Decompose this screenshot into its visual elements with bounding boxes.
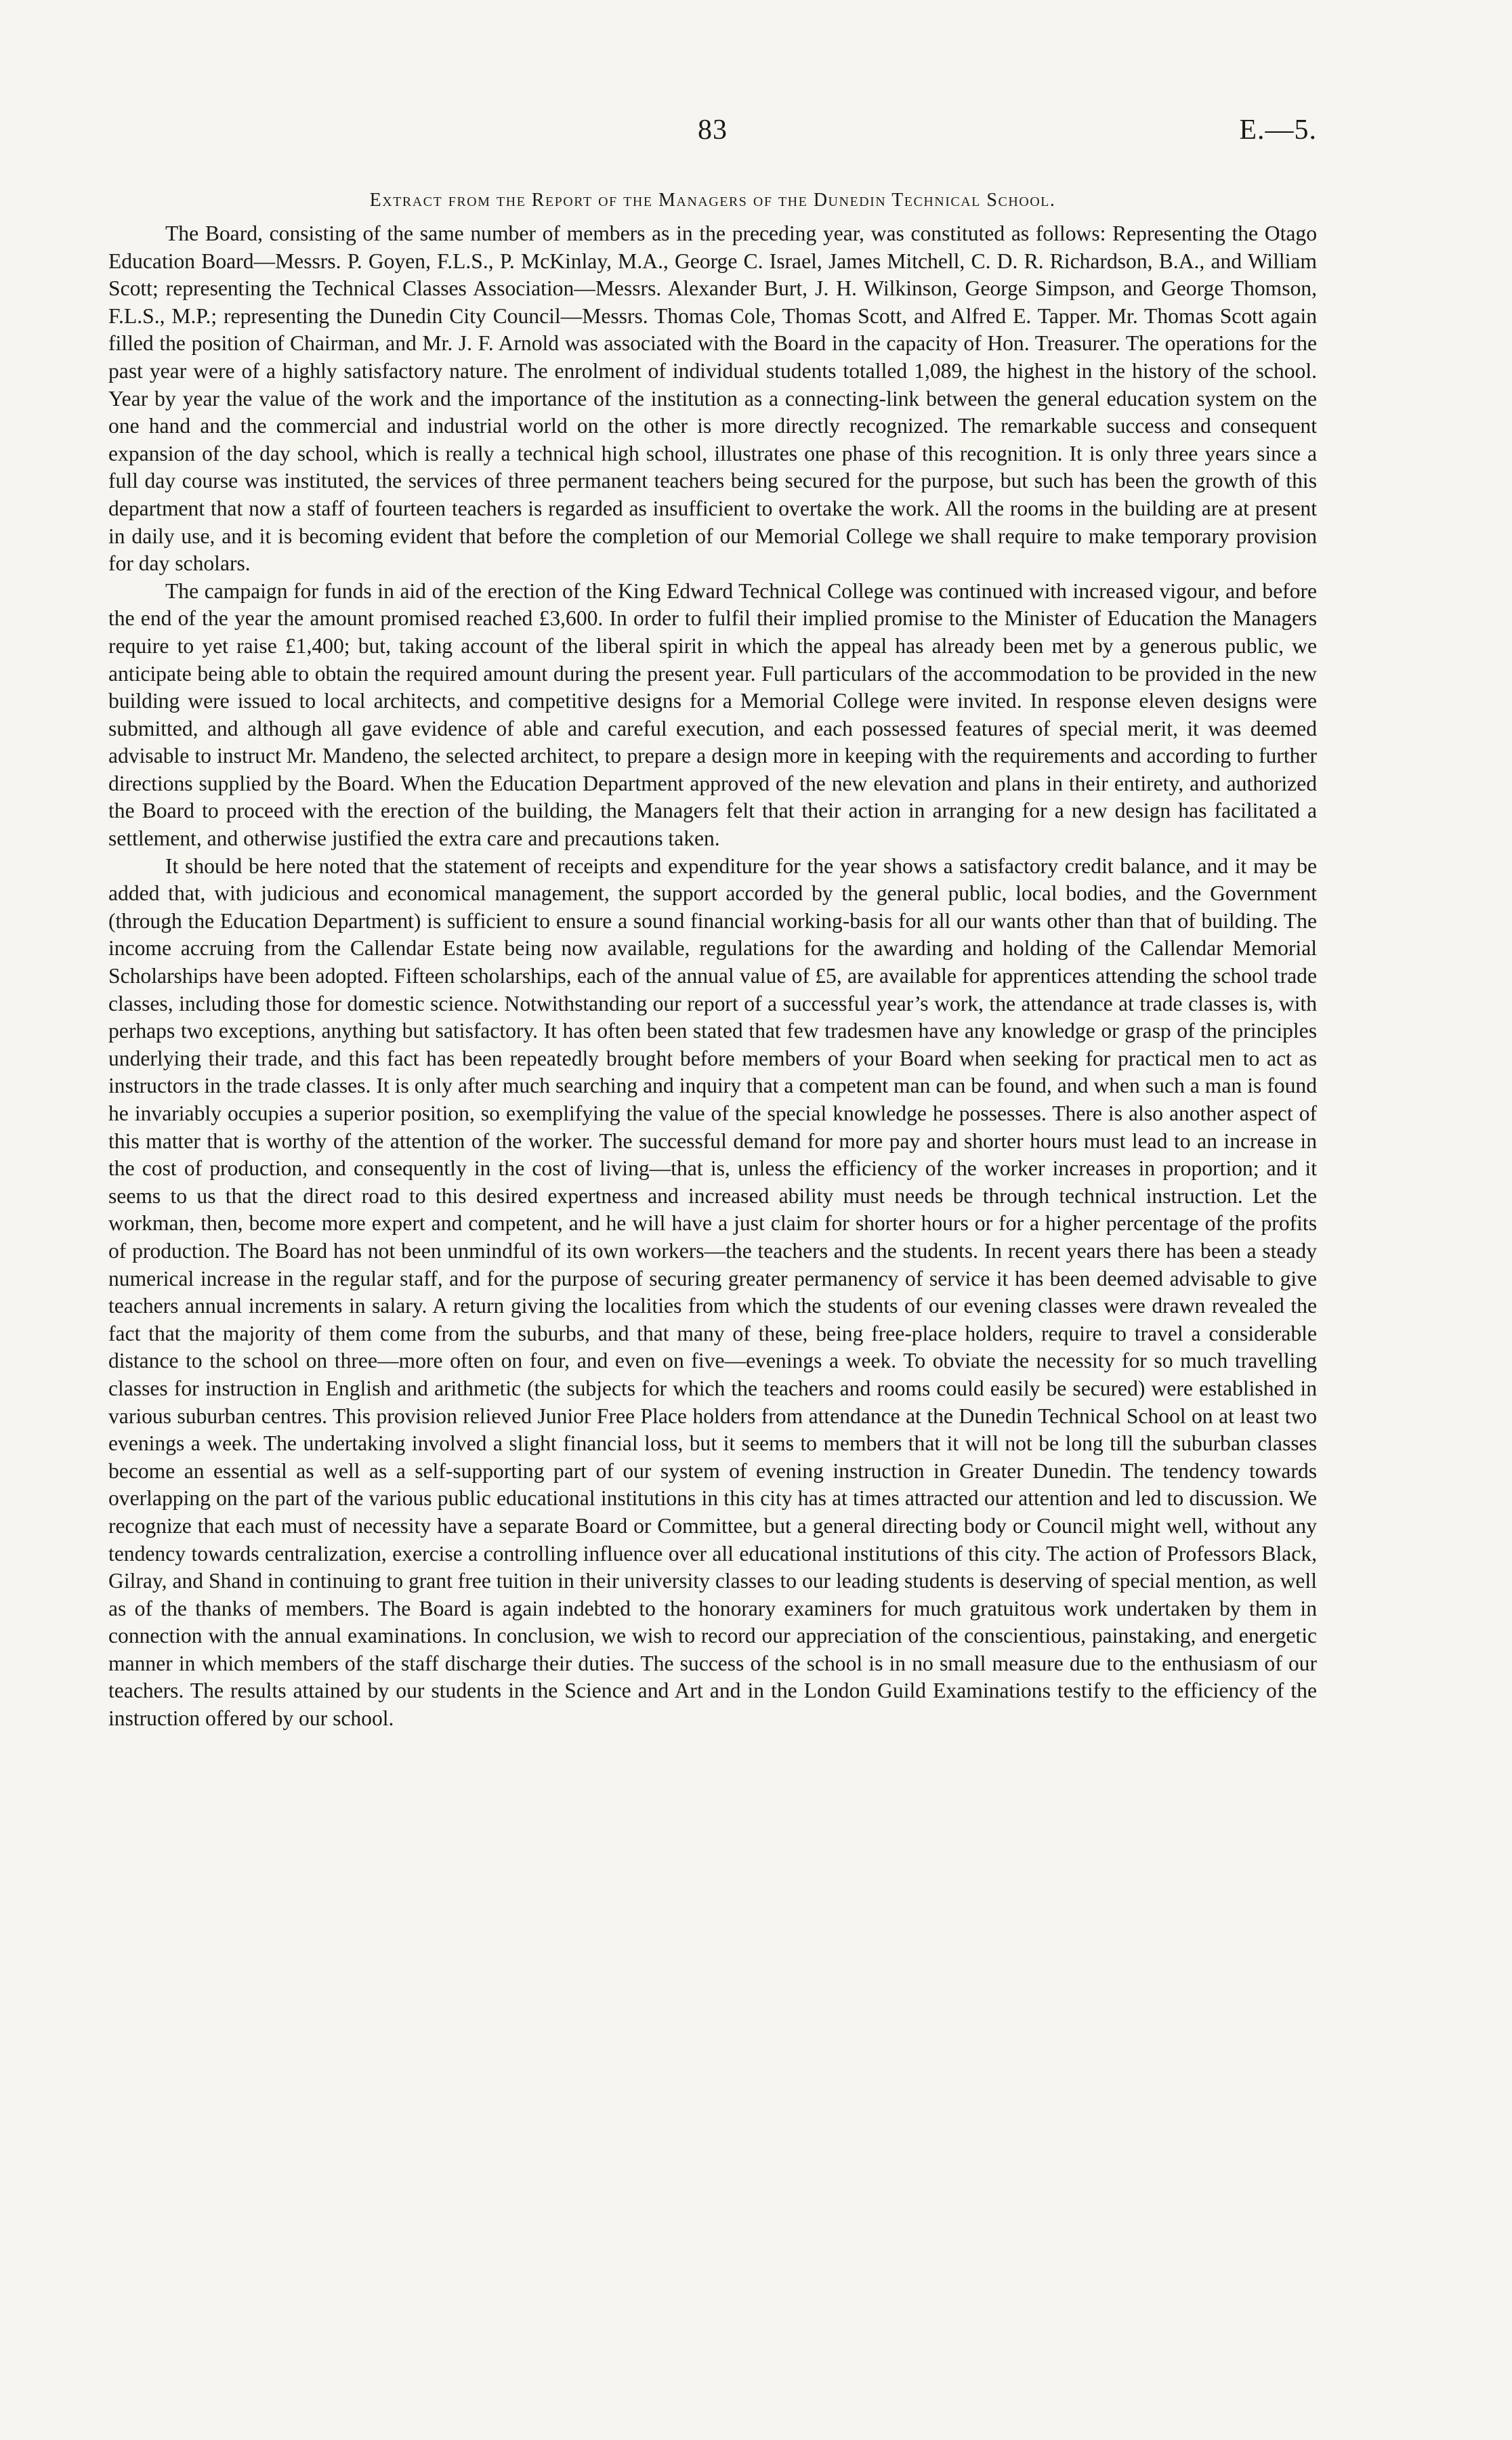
page-number: 83 [698, 114, 728, 146]
paragraph-finances-and-classes: It should be here noted that the statement of receipts and expenditure for the year shows a satisfactory credit balance, and it may be added that, with judicious and economical management, the support accorded by the general public, local bodies, and the Government (through the Education Department) is sufficient to ensure a sound financial working-basis for all our wants other than that of building. The income accruing from the Callendar Estate being now available, regulations for the awarding and holding of the Callendar Memorial Scholarships have been adopted. Fifteen scholarships, each of the annual value of £5, are available for apprentices attending the school trade classes, including those for domestic science. Notwithstanding our report of a successful year’s work, the attendance at trade classes is, with perhaps two exceptions, anything but satisfactory. It has often been stated that few tradesmen have any knowledge or grasp of the principles underlying their trade, and this fact has been repeatedly brought before members of your Board when seeking for practical men to act as instructors in the trade classes. It is only after much searching and inquiry that a competent man can be found, and when such a man is found he invariably occupies a superior position, so exemplifying the value of the special knowledge he possesses. There is also another aspect of this matter that is worthy of the attention of the worker. The successful demand for more pay and shorter hours must lead to an increase in the cost of production, and consequently in the cost of living—that is, unless the efficiency of the worker increases in proportion; and it seems to us that the direct road to this desired expertness and increased ability must needs be through technical instruction. Let the workman, then, become more expert and competent, and he will have a just claim for shorter hours or for a higher percentage of the profits of production. The Board has not been unmindful of its own workers—the teachers and the students. In recent years there has been a steady numerical increase in the regular staff, and for the purpose of securing greater permanency of service it has been deemed advisable to give teachers annual increments in salary. A return giving the localities from which the students of our evening classes were drawn revealed the fact that the majority of them come from the suburbs, and that many of these, being free-place holders, require to travel a considerable distance to the school on three—more often on four, and even on five—evenings a week. To obviate the necessity for so much travelling classes for instruction in English and arithmetic (the subjects for which the teachers and rooms could easily be secured) were established in various suburban centres. This provision relieved Junior Free Place holders from attendance at the Dunedin Technical School on at least two evenings a week. The undertaking involved a slight financial loss, but it seems to members that it will not be long till the suburban classes become an essential as well as a self-supporting part of our system of evening instruction in Greater Dunedin. The tendency towards overlapping on the part of the various public educational institutions in this city has at times attracted our attention and led to discussion. We recognize that each must of necessity have a separate Board or Committee, but a general directing body or Council might well, without any tendency towards centralization, exercise a controlling influence over all educational institutions of this city. The action of Professors Black, Gilray, and Shand in continuing to grant free tuition in their university classes to our leading students is deserving of special mention, as well as of the thanks of members. The Board is again indebted to the honorary examiners for much gratuitous work undertaken by them in connection with the annual examinations. In conclusion, we wish to record our appreciation of the conscientious, painstaking, and energetic manner in which members of the staff discharge their duties. The success of the school is in no small measure due to the enthusiasm of our teachers. The results attained by our students in the Science and Art and in the London Guild Examinations testify to the efficiency of the instruction offered by our school. [108, 854, 1317, 1731]
paragraph-board-composition: The Board, consisting of the same number of members as in the preceding year, was constituted as follows: Representing the Otago Education Board—Messrs. P. Goyen, F.L.S., P. McKinlay, M.A., George C. Israel, James Mitchell, C. D. R. Richardson, B.A., and William Scott; representing the Technical Classes Association—Messrs. Alexander Burt, J. H. Wilkinson, George Simpson, and George Thomson, F.L.S., M.P.; representing the Dunedin City Council—Messrs. Thomas Cole, Thomas Scott, and Alfred E. Tapper. Mr. Thomas Scott again filled the position of Chairman, and Mr. J. F. Arnold was associated with the Board in the capacity of Hon. Treasurer. The operations for the past year were of a highly satisfactory nature. The enrolment of individual students totalled 1,089, the highest in the history of the school. Year by year the value of the work and the importance of the institution as a connecting-link between the general education system on the one hand and the commercial and industrial world on the other is more directly recognized. The remarkable success and consequent expansion of the day school, which is really a technical high school, illustrates one phase of this recognition. It is only three years since a full day course was instituted, the services of three permanent teachers being secured for the purpose, but such has been the growth of this department that now a staff of fourteen teachers is regarded as insufficient to overtake the work. All the rooms in the building are at present in daily use, and it is becoming evident that before the completion of our Memorial College we shall require to make temporary provision for day scholars. [108, 222, 1317, 576]
page-header [108, 114, 1317, 154]
report-title: Extract from the Report of the Managers of the Dunedin Technical School. [369, 190, 1056, 211]
paragraph-campaign-funds: The campaign for funds in aid of the erection of the King Edward Technical College was continued with increased vigour, and before the end of the year the amount promised reached £3,600. In order to fulfil their implied promise to the Minister of Education the Managers require to yet raise £1,400; but, taking account of the liberal spirit in which the appeal has already been met by a generous public, we anticipate being able to obtain the required amount during the present year. Full particulars of the accommodation to be provided in the new building were issued to local architects, and competitive designs for a Memorial College were invited. In response eleven designs were submitted, and although all gave evidence of able and careful execution, and each possessed features of special merit, it was deemed advisable to instruct Mr. Mandeno, the selected architect, to prepare a design more in keeping with the requirements and according to further directions supplied by the Board. When the Education Department approved of the new elevation and plans in their entirety, and authorized the Board to proceed with the erection of the building, the Managers felt that their action in arranging for a new design has facilitated a settlement, and otherwise justified the extra care and precautions taken. [108, 579, 1317, 851]
page-reference: E.—5. [1239, 114, 1317, 146]
report-body [108, 220, 1317, 1733]
document-page [108, 0, 1317, 2440]
